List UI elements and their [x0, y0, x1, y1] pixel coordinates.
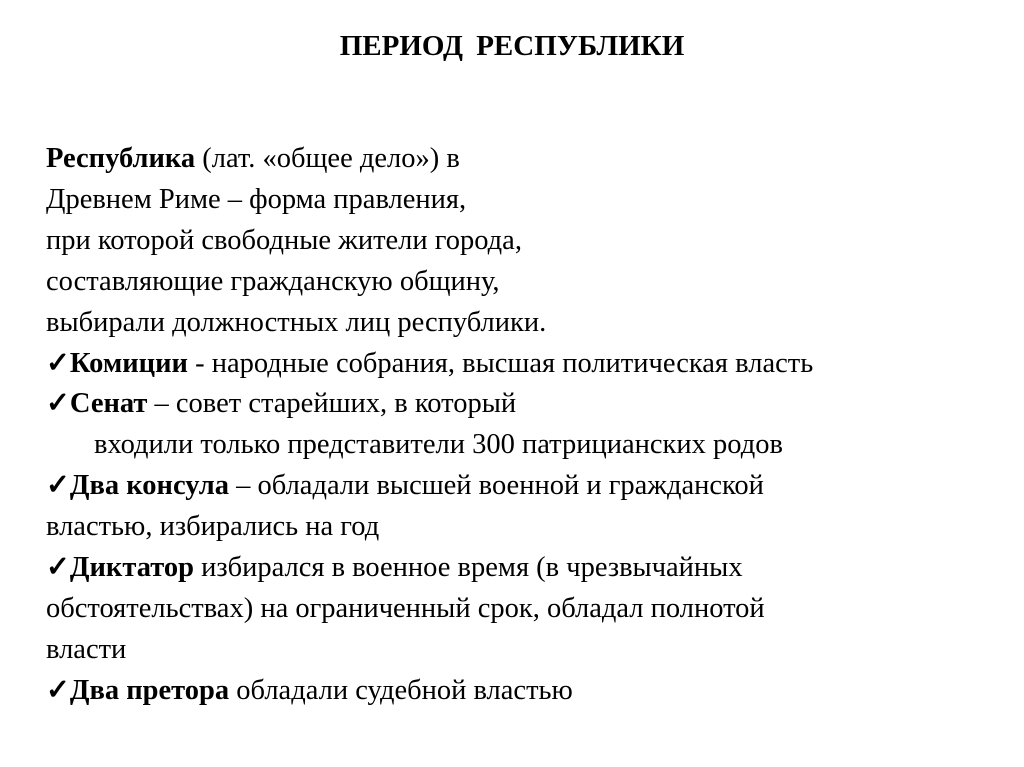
item-continuation: обстоятельствах) на ограниченный срок, обладал полнотой — [46, 592, 765, 624]
definition-line: составляющие гражданскую общину, — [46, 265, 500, 297]
list-item — [46, 671, 1006, 712]
definition-line: выбирали должностных лиц республики. — [46, 306, 547, 338]
slide-title: ПЕРИОД РЕСПУБЛИКИ — [339, 30, 685, 62]
check-icon: ✓ — [46, 347, 70, 379]
list-item — [46, 466, 1006, 507]
check-icon: ✓ — [46, 470, 70, 502]
item-text: обладали судебной властью — [229, 674, 573, 706]
item-term: Диктатор — [69, 552, 194, 584]
check-icon: ✓ — [46, 674, 70, 706]
list-item — [46, 548, 1006, 589]
item-term: Два консула — [69, 470, 230, 502]
item-text: – обладали высшей военной и гражданской — [229, 470, 764, 502]
slide-body — [46, 139, 1006, 712]
definition-line: при которой свободные жители города, — [46, 224, 522, 256]
item-text: избирался в военное время (в чрезвычайных — [193, 552, 743, 584]
item-text: - народные собрания, высшая политическая власть — [187, 347, 814, 379]
item-term: Сенат — [69, 388, 148, 420]
definition-term: Республика — [46, 143, 196, 174]
check-icon: ✓ — [46, 388, 70, 420]
item-text: – совет старейших, в который — [147, 388, 517, 420]
definition-line — [46, 139, 1006, 180]
item-continuation: входили только представители 300 патрицианских родов — [94, 429, 783, 461]
definition-text: (лат. «общее дело») в — [195, 143, 460, 174]
item-continuation: власти — [46, 633, 127, 665]
definition-line: Древнем Риме – форма правления, — [46, 183, 467, 215]
item-continuation: властью, избирались на год — [46, 511, 380, 543]
check-icon: ✓ — [46, 552, 70, 584]
item-term: Два претора — [69, 674, 230, 706]
list-item — [46, 344, 1006, 385]
list-item — [46, 384, 1006, 425]
item-term: Комиции — [69, 347, 188, 379]
